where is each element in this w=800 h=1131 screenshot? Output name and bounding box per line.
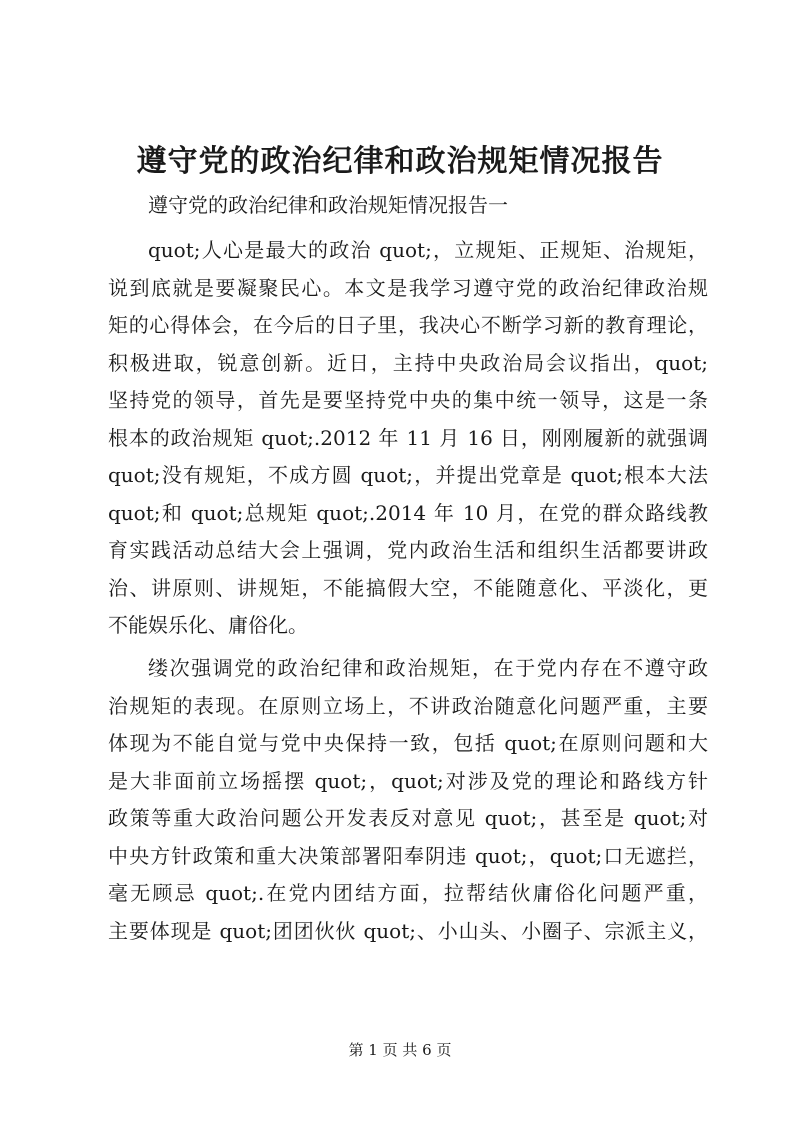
text-line: 是大非面前立场摇摆 quot;，quot;对涉及党的理论和路线方针 bbox=[108, 768, 708, 793]
text-line: 矩的心得体会，在今后的日子里，我决心不断学习新的教育理论， bbox=[108, 313, 708, 337]
text-line: 根本的政治规矩 quot;.2012 年 11 月 16 日，刚刚履新的就强调 bbox=[108, 425, 708, 450]
text-line: 坚持党的领导，首先是要坚持党中央的集中统一领导，这是一条 bbox=[108, 388, 708, 412]
page-number: 第 1 页 共 6 页 bbox=[348, 1041, 452, 1059]
text-line: 育实践活动总结大会上强调，党内政治生活和组织生活都要讲政 bbox=[108, 538, 708, 562]
text-line: 主要体现是 quot;团团伙伙 quot;、小山头、小圈子、宗派主义， bbox=[108, 918, 708, 943]
text-line: 毫无顾忌 quot;.在党内团结方面，拉帮结伙庸俗化问题严重， bbox=[108, 881, 708, 905]
text-line: 政策等重大政治问题公开发表反对意见 quot;，甚至是 quot;对 bbox=[108, 806, 708, 830]
text-line: 积极进取，锐意创新。近日，主持中央政治局会议指出，quot; bbox=[108, 350, 708, 375]
text-line: quot;和 quot;总规矩 quot;.2014 年 10 月，在党的群众路线教 bbox=[108, 500, 708, 525]
text-line: 中央方针政策和重大决策部署阳奉阴违 quot;，quot;口无遮拦， bbox=[108, 843, 708, 868]
document-title: 遵守党的政治纪律和政治规矩情况报告 bbox=[136, 144, 664, 179]
text-line: 说到底就是要凝聚民心。本文是我学习遵守党的政治纪律政治规 bbox=[108, 275, 708, 300]
paragraph-2 bbox=[108, 650, 708, 950]
text-line: 不能娱乐化、庸俗化。 bbox=[108, 613, 308, 637]
text-line: quot;人心是最大的政治 quot;，立规矩、正规矩、治规矩， bbox=[148, 238, 708, 262]
text-line: 缕次强调党的政治纪律和政治规矩，在于党内存在不遵守政 bbox=[148, 656, 708, 680]
text-line: 治规矩的表现。在原则立场上，不讲政治随意化问题严重，主要 bbox=[108, 693, 708, 718]
text-line: quot;没有规矩，不成方圆 quot;，并提出党章是 quot;根本大法 bbox=[108, 463, 708, 487]
text-line: 治、讲原则、讲规矩，不能搞假大空，不能随意化、平淡化，更 bbox=[108, 575, 708, 600]
document-subtitle: 遵守党的政治纪律和政治规矩情况报告一 bbox=[148, 193, 508, 217]
paragraph-1 bbox=[108, 232, 708, 645]
text-line: 体现为不能自觉与党中央保持一致，包括 quot;在原则问题和大 bbox=[108, 731, 708, 755]
